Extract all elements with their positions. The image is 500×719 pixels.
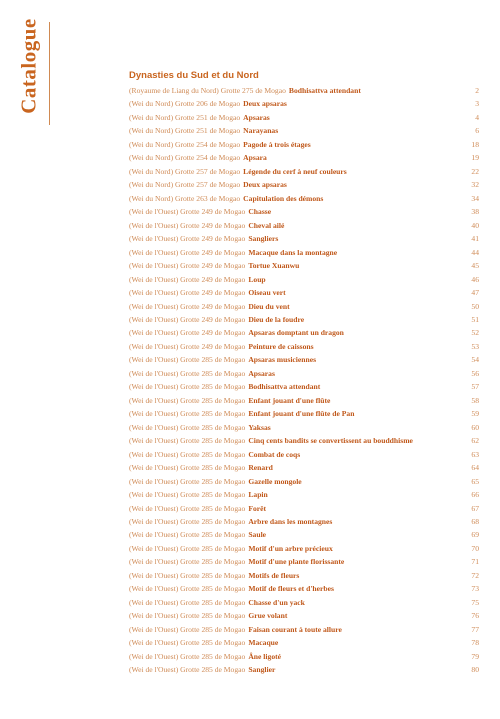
entry-location: (Wei du Nord) Grotte 254 de Mogao bbox=[129, 139, 241, 149]
entry-location: (Wei de l'Ouest) Grotte 285 de Mogao bbox=[129, 368, 246, 378]
entry-page-number: 65 bbox=[471, 476, 479, 486]
entry-title: Macaque bbox=[248, 638, 279, 648]
catalogue-entry bbox=[129, 555, 479, 568]
catalogue-entry bbox=[129, 582, 479, 595]
entry-title: Apsara bbox=[243, 153, 267, 163]
entry-title: Pagode à trois étages bbox=[243, 139, 311, 149]
entry-title: Apsaras bbox=[243, 112, 270, 122]
entry-location: (Wei du Nord) Grotte 263 de Mogao bbox=[129, 193, 241, 203]
entry-page-number: 38 bbox=[471, 207, 479, 217]
catalogue-entry bbox=[129, 353, 479, 366]
entry-page-number: 64 bbox=[471, 463, 479, 473]
entry-page-number: 4 bbox=[475, 112, 479, 122]
entry-title: Âne ligoté bbox=[248, 651, 282, 661]
entry-title: Bodhisattva attendant bbox=[248, 382, 321, 392]
entry-location: (Wei de l'Ouest) Grotte 249 de Mogao bbox=[129, 341, 246, 351]
entry-page-number: 78 bbox=[471, 638, 479, 648]
entry-title: Apsaras bbox=[248, 368, 275, 378]
entry-location: (Wei de l'Ouest) Grotte 285 de Mogao bbox=[129, 503, 246, 513]
entry-page-number: 57 bbox=[471, 382, 479, 392]
entry-title: Enfant jouant d'une flûte de Pan bbox=[248, 409, 355, 419]
entry-location: (Wei du Nord) Grotte 251 de Mogao bbox=[129, 112, 241, 122]
entry-page-number: 18 bbox=[471, 139, 479, 149]
entry-location: (Wei de l'Ouest) Grotte 285 de Mogao bbox=[129, 557, 246, 567]
entry-page-number: 51 bbox=[471, 314, 479, 324]
entry-title: Tortue Xuanwu bbox=[248, 261, 300, 271]
entry-title: Apsaras domptant un dragon bbox=[248, 328, 344, 338]
entry-location: (Wei de l'Ouest) Grotte 285 de Mogao bbox=[129, 570, 246, 580]
entry-page-number: 79 bbox=[471, 651, 479, 661]
catalogue-entry bbox=[129, 502, 479, 515]
catalogue-entry bbox=[129, 367, 479, 380]
entry-page-number: 71 bbox=[471, 557, 479, 567]
entry-title: Apsaras musiciennes bbox=[248, 355, 317, 365]
catalogue-entry bbox=[129, 97, 479, 110]
entry-title: Lapin bbox=[248, 490, 268, 500]
entry-page-number: 44 bbox=[471, 247, 479, 257]
entry-location: (Wei de l'Ouest) Grotte 249 de Mogao bbox=[129, 301, 246, 311]
catalogue-entry bbox=[129, 219, 479, 232]
entry-location: (Wei de l'Ouest) Grotte 285 de Mogao bbox=[129, 638, 246, 648]
entry-title: Deux apsaras bbox=[243, 99, 287, 109]
catalogue-entry-list bbox=[129, 84, 479, 677]
entry-title: Cinq cents bandits se convertissent au bouddhisme bbox=[248, 436, 413, 446]
entry-location: (Wei de l'Ouest) Grotte 285 de Mogao bbox=[129, 463, 246, 473]
entry-location: (Wei de l'Ouest) Grotte 285 de Mogao bbox=[129, 584, 246, 594]
entry-location: (Wei de l'Ouest) Grotte 249 de Mogao bbox=[129, 314, 246, 324]
entry-title: Renard bbox=[248, 463, 273, 473]
catalogue-entry bbox=[129, 609, 479, 622]
catalogue-entry bbox=[129, 434, 479, 447]
entry-title: Deux apsaras bbox=[243, 180, 287, 190]
catalogue-entry bbox=[129, 340, 479, 353]
entry-page-number: 19 bbox=[471, 153, 479, 163]
catalogue-entry bbox=[129, 380, 479, 393]
entry-page-number: 72 bbox=[471, 570, 479, 580]
catalogue-entry bbox=[129, 596, 479, 609]
entry-location: (Wei de l'Ouest) Grotte 285 de Mogao bbox=[129, 665, 246, 675]
catalogue-entry bbox=[129, 528, 479, 541]
entry-location: (Wei de l'Ouest) Grotte 285 de Mogao bbox=[129, 490, 246, 500]
entry-page-number: 50 bbox=[471, 301, 479, 311]
entry-location: (Wei de l'Ouest) Grotte 285 de Mogao bbox=[129, 476, 246, 486]
entry-page-number: 47 bbox=[471, 288, 479, 298]
entry-title: Forêt bbox=[248, 503, 267, 513]
entry-title: Faisan courant à toute allure bbox=[248, 624, 342, 634]
entry-title: Combat de coqs bbox=[248, 449, 301, 459]
catalogue-label: Catalogue bbox=[16, 18, 41, 114]
entry-location: (Wei de l'Ouest) Grotte 249 de Mogao bbox=[129, 220, 246, 230]
entry-location: (Wei de l'Ouest) Grotte 285 de Mogao bbox=[129, 543, 246, 553]
entry-location: (Wei du Nord) Grotte 251 de Mogao bbox=[129, 126, 241, 136]
entry-location: (Wei de l'Ouest) Grotte 285 de Mogao bbox=[129, 409, 246, 419]
catalogue-entry bbox=[129, 165, 479, 178]
entry-title: Dieu du vent bbox=[248, 301, 290, 311]
entry-location: (Wei de l'Ouest) Grotte 249 de Mogao bbox=[129, 207, 246, 217]
entry-title: Chasse d'un yack bbox=[248, 597, 305, 607]
entry-location: (Wei de l'Ouest) Grotte 249 de Mogao bbox=[129, 261, 246, 271]
entry-title: Sanglier bbox=[248, 665, 276, 675]
catalogue-entry bbox=[129, 286, 479, 299]
entry-title: Capitulation des démons bbox=[243, 193, 324, 203]
entry-location: (Wei de l'Ouest) Grotte 249 de Mogao bbox=[129, 274, 246, 284]
catalogue-entry bbox=[129, 192, 479, 205]
catalogue-entry bbox=[129, 448, 479, 461]
entry-location: (Wei de l'Ouest) Grotte 285 de Mogao bbox=[129, 422, 246, 432]
catalogue-entry bbox=[129, 663, 479, 676]
entry-title: Saule bbox=[248, 530, 267, 540]
entry-title: Enfant jouant d'une flûte bbox=[248, 395, 331, 405]
entry-location: (Wei de l'Ouest) Grotte 285 de Mogao bbox=[129, 395, 246, 405]
entry-page-number: 6 bbox=[475, 126, 479, 136]
entry-location: (Wei de l'Ouest) Grotte 285 de Mogao bbox=[129, 530, 246, 540]
catalogue-entry bbox=[129, 488, 479, 501]
entry-page-number: 69 bbox=[471, 530, 479, 540]
entry-title: Motif de fleurs et d'herbes bbox=[248, 584, 334, 594]
entry-location: (Wei de l'Ouest) Grotte 249 de Mogao bbox=[129, 288, 246, 298]
entry-title: Narayanas bbox=[243, 126, 279, 136]
catalogue-entry bbox=[129, 205, 479, 218]
entry-title: Chasse bbox=[248, 207, 272, 217]
catalogue-entry bbox=[129, 421, 479, 434]
entry-title: Arbre dans les montagnes bbox=[248, 517, 333, 526]
catalogue-entry bbox=[129, 124, 479, 137]
entry-page-number: 76 bbox=[471, 611, 479, 621]
catalogue-sidebar-title bbox=[13, 16, 45, 116]
entry-page-number: 68 bbox=[471, 517, 479, 526]
entry-title: Oiseau vert bbox=[248, 288, 286, 298]
entry-page-number: 63 bbox=[471, 449, 479, 459]
entry-location: (Wei du Nord) Grotte 257 de Mogao bbox=[129, 166, 241, 176]
catalogue-entry bbox=[129, 232, 479, 245]
entry-location: (Wei du Nord) Grotte 206 de Mogao bbox=[129, 99, 241, 109]
entry-page-number: 52 bbox=[471, 328, 479, 338]
catalogue-entry bbox=[129, 84, 479, 97]
entry-title: Macaque dans la montagne bbox=[248, 247, 338, 257]
entry-location: (Wei du Nord) Grotte 257 de Mogao bbox=[129, 180, 241, 190]
catalogue-entry bbox=[129, 515, 479, 528]
catalogue-entry bbox=[129, 461, 479, 474]
entry-page-number: 73 bbox=[471, 584, 479, 594]
entry-title: Peinture de caissons bbox=[248, 341, 314, 351]
catalogue-entry bbox=[129, 407, 479, 420]
entry-location: (Wei de l'Ouest) Grotte 249 de Mogao bbox=[129, 328, 246, 338]
catalogue-entry bbox=[129, 300, 479, 313]
entry-location: (Wei de l'Ouest) Grotte 285 de Mogao bbox=[129, 624, 246, 634]
entry-location: (Wei de l'Ouest) Grotte 285 de Mogao bbox=[129, 597, 246, 607]
entry-page-number: 70 bbox=[471, 543, 479, 553]
catalogue-entry bbox=[129, 178, 479, 191]
entry-page-number: 67 bbox=[471, 503, 479, 513]
entry-location: (Wei de l'Ouest) Grotte 249 de Mogao bbox=[129, 247, 246, 257]
entry-location: (Royaume de Liang du Nord) Grotte 275 de Mogao bbox=[129, 86, 286, 95]
entry-title: Sangliers bbox=[248, 234, 279, 244]
entry-page-number: 3 bbox=[475, 99, 479, 109]
catalogue-entry bbox=[129, 542, 479, 555]
catalogue-entry bbox=[129, 475, 479, 488]
entry-page-number: 22 bbox=[471, 166, 479, 176]
catalogue-entry bbox=[129, 623, 479, 636]
entry-page-number: 80 bbox=[471, 665, 479, 675]
entry-page-number: 77 bbox=[471, 624, 479, 634]
catalogue-entry bbox=[129, 394, 479, 407]
entry-location: (Wei de l'Ouest) Grotte 285 de Mogao bbox=[129, 436, 246, 446]
catalogue-entry bbox=[129, 636, 479, 649]
entry-page-number: 75 bbox=[471, 597, 479, 607]
catalogue-entry bbox=[129, 259, 479, 272]
entry-page-number: 46 bbox=[471, 274, 479, 284]
entry-location: (Wei du Nord) Grotte 254 de Mogao bbox=[129, 153, 241, 163]
catalogue-entry bbox=[129, 151, 479, 164]
catalogue-entry bbox=[129, 326, 479, 339]
entry-title: Grue volant bbox=[248, 611, 288, 621]
entry-title: Gazelle mongole bbox=[248, 476, 302, 486]
entry-title: Légende du cerf à neuf couleurs bbox=[243, 166, 347, 176]
entry-location: (Wei de l'Ouest) Grotte 249 de Mogao bbox=[129, 234, 246, 244]
entry-page-number: 40 bbox=[471, 220, 479, 230]
entry-location: (Wei de l'Ouest) Grotte 285 de Mogao bbox=[129, 517, 246, 526]
entry-page-number: 60 bbox=[471, 422, 479, 432]
entry-location: (Wei de l'Ouest) Grotte 285 de Mogao bbox=[129, 611, 246, 621]
entry-title: Bodhisattva attendant bbox=[288, 86, 361, 95]
catalogue-entry bbox=[129, 246, 479, 259]
entry-title: Yaksas bbox=[248, 422, 271, 432]
entry-page-number: 32 bbox=[471, 180, 479, 190]
sidebar-divider bbox=[49, 22, 50, 125]
entry-page-number: 59 bbox=[471, 409, 479, 419]
catalogue-entry bbox=[129, 313, 479, 326]
entry-location: (Wei de l'Ouest) Grotte 285 de Mogao bbox=[129, 651, 246, 661]
entry-title: Motif d'une plante florissante bbox=[248, 557, 345, 567]
section-heading: Dynasties du Sud et du Nord bbox=[129, 70, 259, 81]
entry-title: Motif d'un arbre précieux bbox=[248, 543, 333, 553]
entry-title: Motifs de fleurs bbox=[248, 570, 300, 580]
entry-page-number: 54 bbox=[471, 355, 479, 365]
catalogue-entry bbox=[129, 111, 479, 124]
entry-page-number: 2 bbox=[475, 86, 479, 95]
entry-location: (Wei de l'Ouest) Grotte 285 de Mogao bbox=[129, 382, 246, 392]
catalogue-entry bbox=[129, 138, 479, 151]
entry-location: (Wei de l'Ouest) Grotte 285 de Mogao bbox=[129, 449, 246, 459]
entry-page-number: 53 bbox=[471, 341, 479, 351]
entry-page-number: 66 bbox=[471, 490, 479, 500]
entry-page-number: 62 bbox=[471, 436, 479, 446]
catalogue-entry bbox=[129, 569, 479, 582]
entry-title: Dieu de la foudre bbox=[248, 314, 305, 324]
entry-location: (Wei de l'Ouest) Grotte 285 de Mogao bbox=[129, 355, 246, 365]
entry-page-number: 34 bbox=[471, 193, 479, 203]
entry-page-number: 58 bbox=[471, 395, 479, 405]
catalogue-entry bbox=[129, 650, 479, 663]
entry-page-number: 45 bbox=[471, 261, 479, 271]
catalogue-entry bbox=[129, 273, 479, 286]
entry-page-number: 56 bbox=[471, 368, 479, 378]
entry-title: Cheval ailé bbox=[248, 220, 285, 230]
entry-title: Loup bbox=[248, 274, 266, 284]
entry-page-number: 41 bbox=[471, 234, 479, 244]
